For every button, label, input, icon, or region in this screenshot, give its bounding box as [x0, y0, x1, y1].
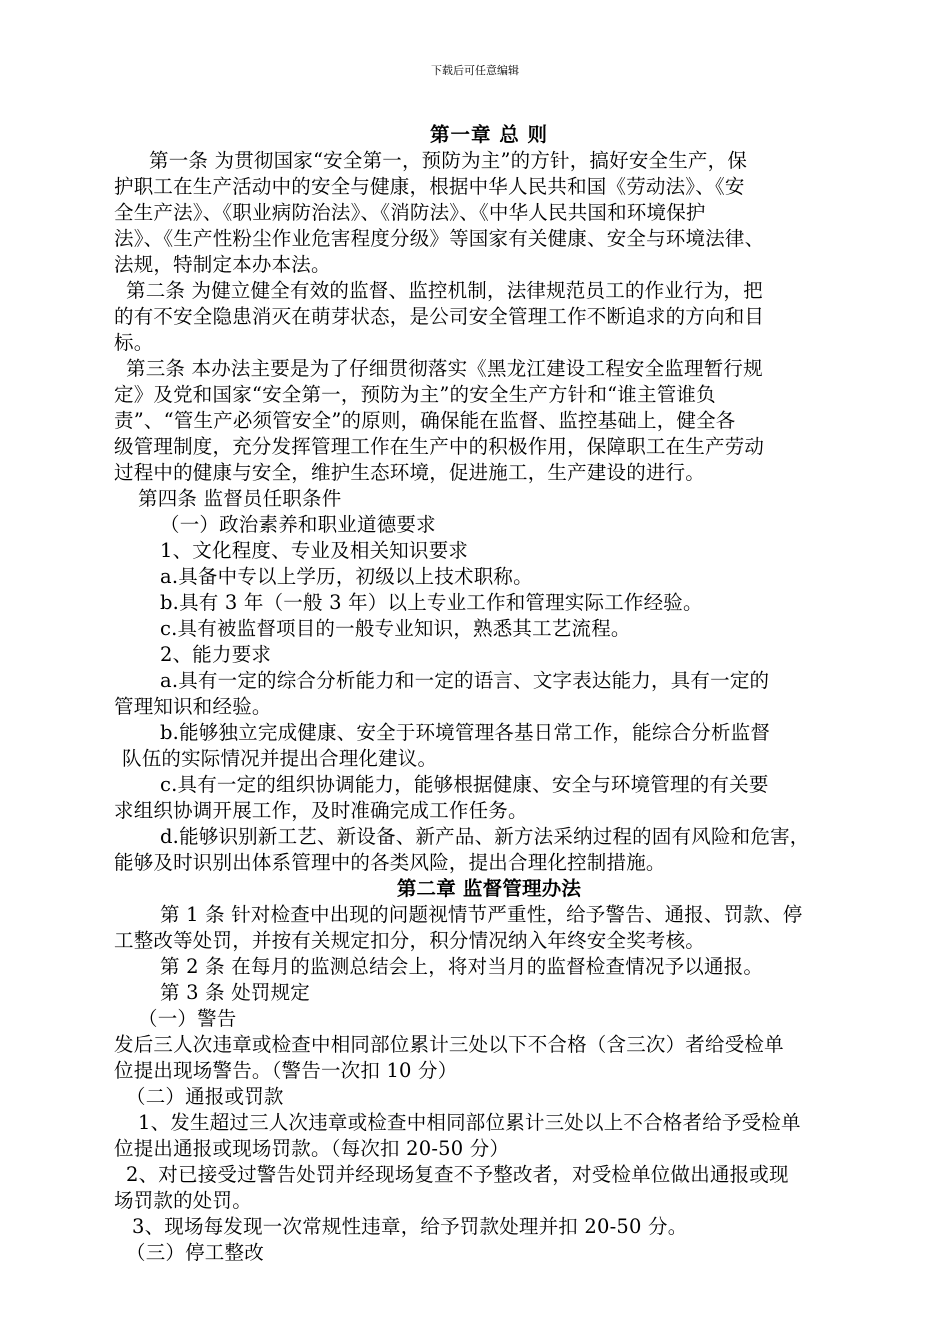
text-line: 2、对已接受过警告处罚并经现场复查不予整改者，对受检单位做出通报或现: [126, 1163, 789, 1186]
text-line: 第 3 条 处罚规定: [160, 981, 311, 1004]
text-line: 求组织协调开展工作，及时准确完成工作任务。: [114, 799, 528, 822]
text-line: （一）警告: [138, 1007, 237, 1030]
text-line: b.具有 3 年（一般 3 年）以上专业工作和管理实际工作经验。: [160, 591, 703, 614]
document-body: [114, 122, 914, 1266]
text-line: 定》及党和国家“安全第一，预防为主”的安全生产方针和“谁主管谁负: [114, 383, 716, 406]
text-line: 第 1 条 针对检查中出现的问题视情节严重性，给予警告、通报、罚款、停: [160, 903, 803, 926]
text-line: 发后三人次违章或检查中相同部位累计三处以下不合格（含三次）者给受检单: [114, 1033, 784, 1056]
text-line: 第 2 条 在每月的监测总结会上，将对当月的监督检查情况予以通报。: [160, 955, 764, 978]
text-line: 第三条 本办法主要是为了仔细贯彻落实《黑龙江建设工程安全监理暂行规: [126, 357, 763, 380]
text-line: 级管理制度，充分发挥管理工作在生产中的积极作用，保障职工在生产劳动: [114, 435, 765, 458]
page-header: 下载后可任意编辑: [431, 64, 519, 77]
text-line: a.具有一定的综合分析能力和一定的语言、文字表达能力，具有一定的: [160, 669, 770, 692]
text-line: （一）政治素养和职业道德要求: [160, 513, 436, 536]
text-line: 法》、《生产性粉尘作业危害程度分级》等国家有关健康、安全与环境法律、: [114, 227, 765, 250]
text-line: 标。: [114, 331, 154, 354]
text-line: （三）停工整改: [126, 1241, 264, 1264]
text-line: 法规，特制定本办本法。: [114, 253, 331, 276]
text-line: 3、现场每发现一次常规性违章，给予罚款处理并扣 20-50 分。: [132, 1215, 688, 1238]
text-line: 责”、“管生产必须管安全”的原则，确保能在监督、监控基础上，健全各: [114, 409, 736, 432]
chapter-heading: 第二章 监督管理办法: [396, 877, 582, 900]
text-line: 管理知识和经验。: [114, 695, 272, 718]
text-line: 第二条 为健立健全有效的监督、监控机制，法律规范员工的作业行为，把: [126, 279, 763, 302]
text-line: 2、能力要求: [160, 643, 272, 666]
text-line: 1、发生超过三人次违章或检查中相同部位累计三处以上不合格者给予受检单: [138, 1111, 801, 1134]
text-line: c.具有一定的组织协调能力，能够根据健康、安全与环境管理的有关要: [160, 773, 769, 796]
text-line: c.具有被监督项目的一般专业知识，熟悉其工艺流程。: [160, 617, 631, 640]
text-line: 第四条 监督员任职条件: [138, 487, 342, 510]
text-line: 能够及时识别出体系管理中的各类风险，提出合理化控制措施。: [114, 851, 666, 874]
text-line: 位提出现场警告。（警告一次扣 10 分）: [114, 1059, 458, 1082]
chapter-heading: 第一章 总 则: [429, 123, 549, 146]
text-line: a.具备中专以上学历，初级以上技术职称。: [160, 565, 533, 588]
text-line: 场罚款的处罚。: [114, 1189, 252, 1212]
text-line: 工整改等处罚，并按有关规定扣分，积分情况纳入年终安全奖考核。: [114, 929, 706, 952]
text-line: 第一条 为贯彻国家“安全第一，预防为主”的方针，搞好安全生产，保: [149, 149, 748, 172]
text-line: 1、文化程度、专业及相关知识要求: [160, 539, 469, 562]
text-line: 全生产法》、《职业病防治法》、《消防法》、《中华人民共国和环境保护: [114, 201, 706, 224]
text-line: 位提出通报或现场罚款。（每次扣 20-50 分）: [114, 1137, 510, 1160]
text-line: 队伍的实际情况并提出合理化建议。: [122, 747, 438, 770]
text-line: d.能够识别新工艺、新设备、新产品、新方法采纳过程的固有风险和危害，: [160, 825, 810, 848]
text-line: 护职工在生产活动中的安全与健康，根据中华人民共和国《劳动法》、《安: [114, 175, 745, 198]
text-line: 过程中的健康与安全，维护生态环境，促进施工，生产建设的进行。: [114, 461, 706, 484]
text-line: 的有不安全隐患消灭在萌芽状态，是公司安全管理工作不断追求的方向和目: [114, 305, 765, 328]
text-line: b.能够独立完成健康、安全于环境管理各基日常工作，能综合分析监督: [160, 721, 771, 744]
text-line: （二）通报或罚款: [126, 1085, 284, 1108]
